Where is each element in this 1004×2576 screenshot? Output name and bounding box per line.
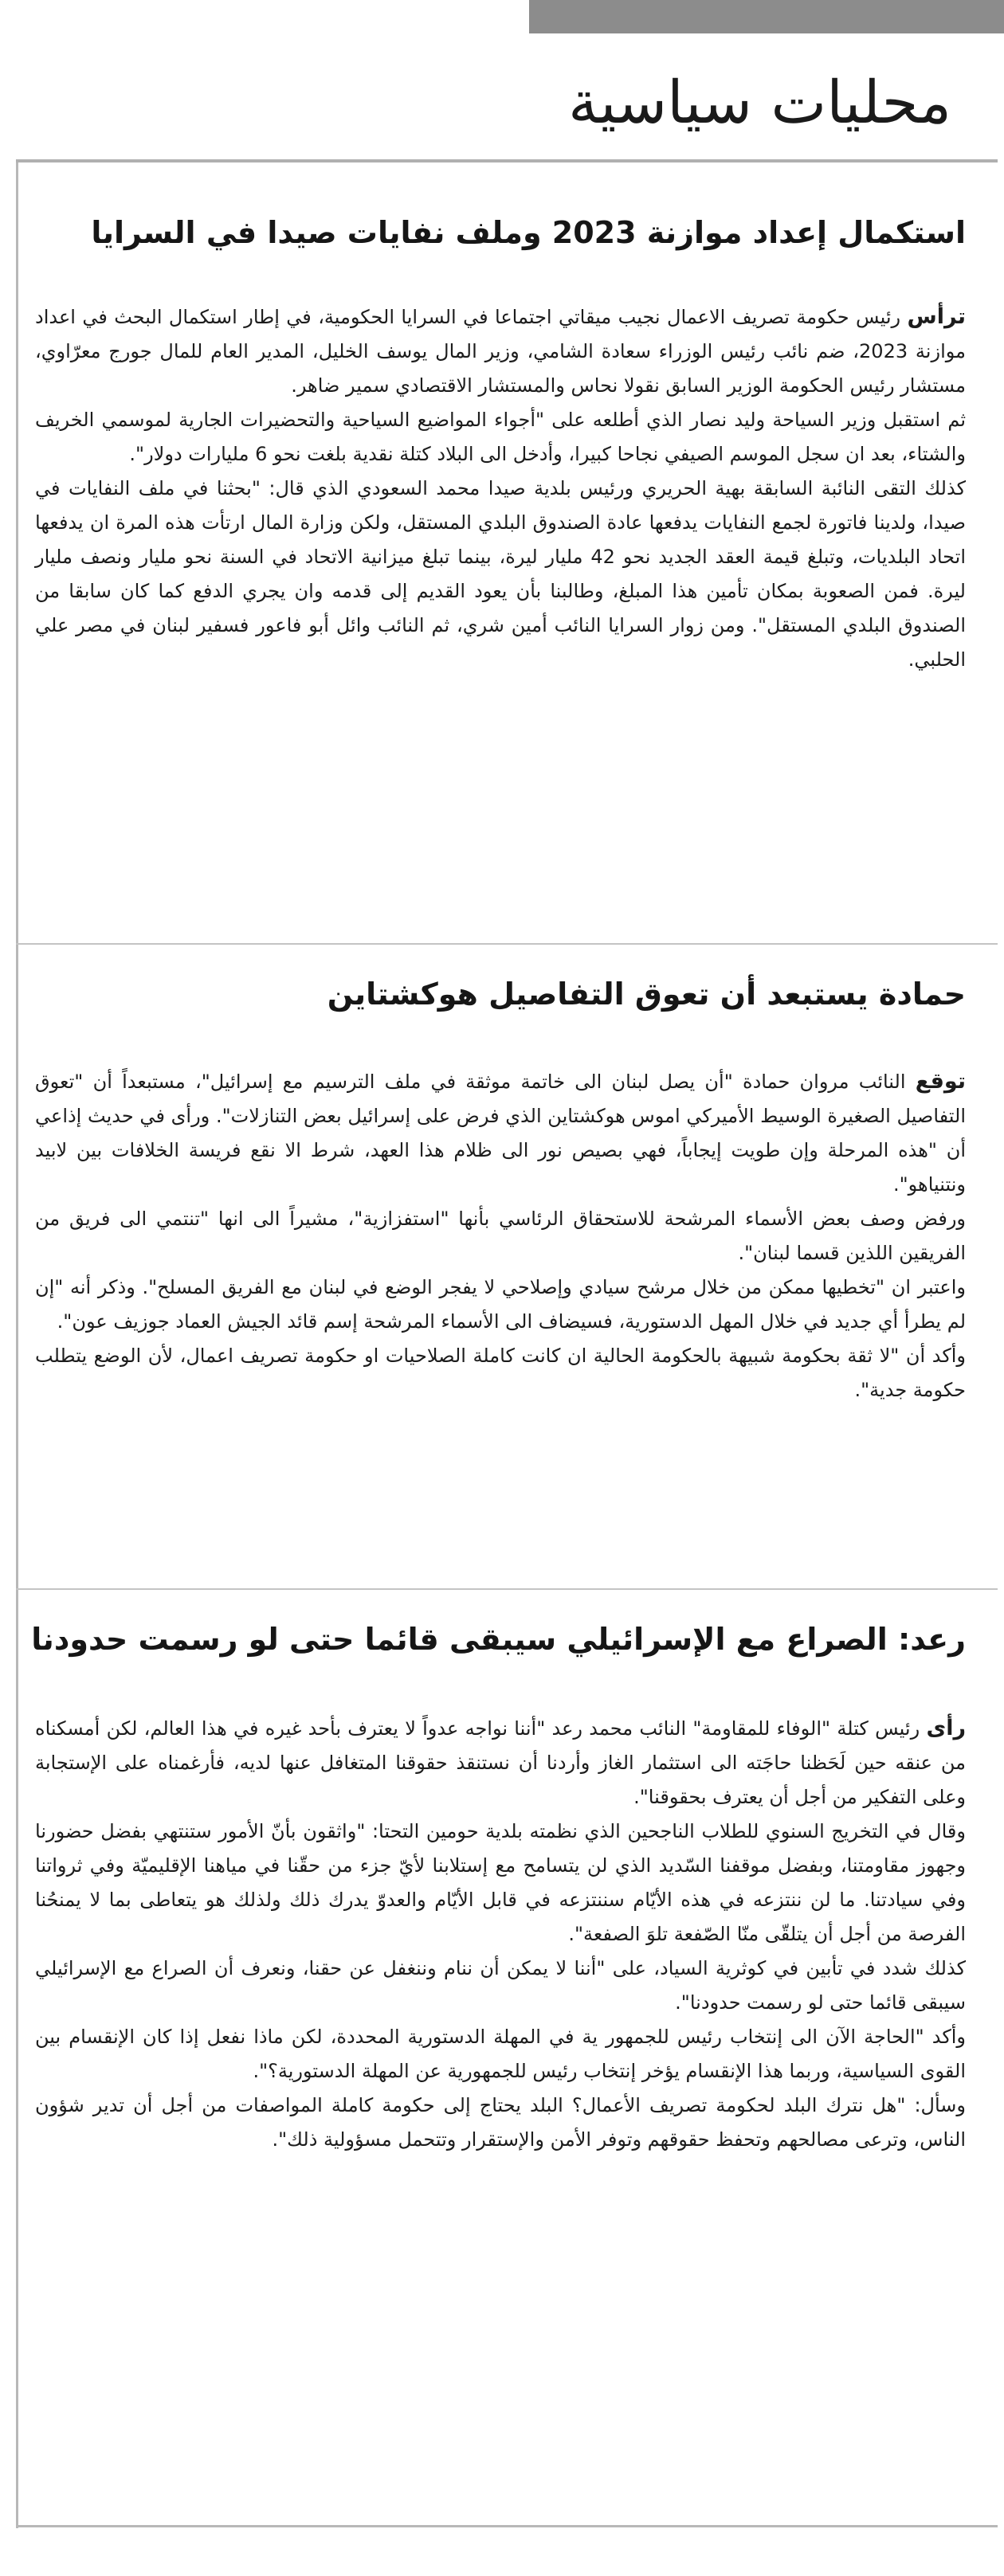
article-budget-2023 [35,209,966,677]
section-title: محليات سياسية [568,69,951,137]
article-hamadeh [35,970,966,1407]
article-divider [16,1588,998,1590]
lead-word: توقع [915,1069,966,1094]
lead-word: رأى [926,1716,966,1740]
article-body [35,1064,966,1407]
article-paragraph: وسأل: "هل نترك البلد لحكومة تصريف الأعمال؟ البلد يحتاج إلى حكومة كاملة المواصفات من أجل أن تدير شؤون الناس، وترعى مصالحهم وتحفظ حقوقهم وتوفر الأمن والإستقرار وتتحمل مسؤولية ذلك". [35,2094,966,2151]
section-color-bar [529,0,1004,33]
paragraph-text: النائب مروان حمادة "أن يصل لبنان الى خاتمة موثقة في ملف الترسيم مع إسرائيل"، مستبعداً أن "تعوق التفاصيل الصغيرة الوسيط الأميركي اموس هوكشتاين الذي فرض على إسرائيل بعض التنازلات". ورأى في حديث إذاعي أن "هذه المرحلة وإن طويت إيجاباً، فهي بصيص نور الى ظلام هذا العهد، شرط الا نقع فريسة الخلافات بين لابيد ونتنياهو". [35,1071,966,1196]
article-headline: حمادة يستبعد أن تعوق التفاصيل هوكشتاين [327,977,966,1012]
article-paragraph [35,1064,966,1202]
article-paragraph: ثم استقبل وزير السياحة وليد نصار الذي أطلعه على "أجواء المواضيع السياحية والتحضيرات الجارية لموسمي الخريف والشتاء، بعد ان سجل الموسم الصيفي نجاحا كبيرا، وأدخل الى البلاد كتلة نقدية بلغت نحو 6 مليارات دولار". [35,409,966,465]
article-headline: رعد: الصراع مع الإسرائيلي سيبقى قائما حتى لو رسمت حدودنا [31,1622,966,1657]
bottom-rule [16,2525,998,2527]
article-paragraph: وأكد "الحاجة الآن الى إنتخاب رئيس للجمهور ية في المهلة الدستورية المحددة، لكن ماذا نفعل إذا كان الإنقسام بين القوى السياسية، وربما هذا الإنقسام يؤخر إنتخاب رئيس للجمهورية عن المهلة الدستورية؟". [35,2026,966,2082]
lead-word: ترأس [907,304,966,329]
article-paragraph: واعتبر ان "تخطيها ممكن من خلال مرشح سيادي وإصلاحي لا يفجر الوضع في لبنان مع الفريق المسلح". وذكر أنه "إن لم يطرأ أي جديد في خلال المهل الدستورية، فسيضاف الى الأسماء المرشحة إسم قائد الجيش العماد جوزيف عون". [35,1276,966,1333]
article-body [35,299,966,677]
article-divider [16,943,998,945]
article-paragraph: ورفض وصف بعض الأسماء المرشحة للاستحقاق الرئاسي بأنها "استفزازية"، مشيراً الى انها "تنتمي الى فريق من الفريقين اللذين قسما لبنان". [35,1208,966,1264]
paragraph-text: رئيس كتلة "الوفاء للمقاومة" النائب محمد رعد "أننا نواجه عدواً لا يعترف بأحد غيره في هذا العالم، لكن أمسكناه من عنقه حين لَحَظنا حاجَته الى استثمار الغاز وأردنا أن نستنقذ حقوقنا المتغافل عنها لديه، فأرغمناه على الإستجابة وعلى التفكير من أجل أن يعترف بحقوقنا". [35,1717,966,1808]
article-headline: استكمال إعداد موازنة 2023 وملف نفايات صيدا في السرايا [91,215,966,250]
article-paragraph: وقال في التخريج السنوي للطلاب الناجحين الذي نظمته بلدية حومين التحتا: "واثقون بأنّ الأمور ستنتهي بفضل حضورنا وجهوز مقاومتنا، وبفضل موقفنا السّديد الذي لن يتسامح مع إستلابنا لأيّ جزء من حقّنا في مياهنا الإقليميّة وفي ثرواتنا وفي سيادتنا. ما لن ننتزعه في هذه الأيّام سننتزعه في قابل الأيّام والعدوّ يدرك ذلك ولذلك هو يتعاطى بما لا يمنحُنا الفرصة من أجل أن يتلقّى منّا الصّفعة تلوَ الصفعة". [35,1820,966,1945]
article-body [35,1711,966,2157]
article-paragraph: كذلك التقى النائبة السابقة بهية الحريري ورئيس بلدية صيدا محمد السعودي الذي قال: "بحثنا في ملف النفايات في صيدا، ولدينا فاتورة لجمع النفايات يدفعها عادة الصندوق البلدي المستقل، ولكن وزارة المال ارتأت هذه المرة ان يدفعها اتحاد البلديات، وتبلغ قيمة العقد الجديد نحو 42 مليار ليرة، بينما تبلغ ميزانية الاتحاد في السنة نحو مليار ونصف مليار ليرة. فمن الصعوبة بمكان تأمين هذا المبلغ، وطالبنا بأن يعود القديم إلى قدمه وان يجري الدفع كما كان سابقا من الصندوق البلدي المستقل". ومن زوار السرايا النائب أمين شري، ثم النائب وائل أبو فاعور فسفير لبنان في مصر علي الحلبي. [35,477,966,671]
paragraph-text: رئيس حكومة تصريف الاعمال نجيب ميقاتي اجتماعا في السرايا الحكومية، في إطار استكمال البحث في اعداد موازنة 2023، ضم نائب رئيس الوزراء سعادة الشامي، وزير المال يوسف الخليل، المدير العام للمال جورج معرّاوي، مستشار رئيس الحكومة الوزير السابق نقولا نحاس والمستشار الاقتصادي سمير ضاهر. [35,306,966,397]
article-paragraph [35,1711,966,1815]
article-raad [31,1615,966,2157]
side-rule [16,162,18,2528]
article-paragraph [35,299,966,403]
article-paragraph: وأكد أن "لا ثقة بحكومة شبيهة بالحكومة الحالية ان كانت كاملة الصلاحيات او حكومة تصريف اعمال، لأن الوضع يتطلب حكومة جدية". [35,1345,966,1401]
article-paragraph: كذلك شدد في تأبين في كوثرية السياد، على "أننا لا يمكن أن ننام وننغفل عن حقنا، ونعرف أن الصراع مع الإسرائيلي سيبقى قائما حتى لو رسمت حدودنا". [35,1957,966,2014]
header-rule [16,159,998,162]
